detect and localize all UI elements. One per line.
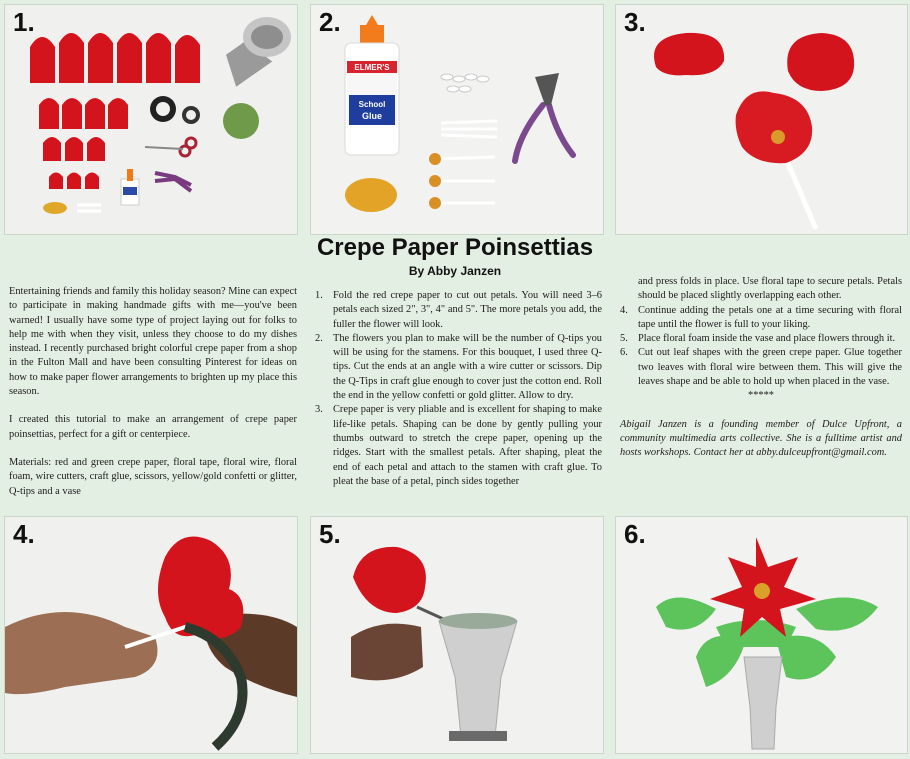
step-4-photo [4,516,298,754]
step-6-photo [615,516,908,754]
glue-and-qtips-illustration [311,5,603,234]
step-number: 2. [319,7,341,37]
glue-brand-label: ELMER'S [354,63,390,72]
materials-paragraph: Materials: red and green crepe paper, floral tape, floral wire, floral foam, wire cutters, craft glue, scissors, yellow/gold confetti or glitter, Q-tips and a vase [9,456,297,497]
hand [351,624,423,681]
flower-center [754,583,770,599]
intro-paragraph-2: I created this tutorial to make an arrangement of crepe paper poinsettias, perfect for a gift or centerpiece. [9,414,297,440]
step-5-photo [310,516,604,754]
article-byline: By Abby Janzen [408,264,502,278]
instructions-list [315,289,602,489]
petals-illustration [616,5,907,234]
glue-line-1: School [358,100,386,109]
step-number: 5. [319,519,341,549]
foam-top [439,613,517,629]
step-number: 3. [624,7,646,37]
loose-petal [787,33,854,91]
instruction-step: 2. The flowers you plan to make will be the number of Q-tips you will be using for the stamens. For this bouquet, I used three Q-tips. Cut the ends at an angle with a wire cutter or scissors. Dip the Q-Tips in craft glue enough to cover just the cotton end. Roll the end in the yellow confetti or gold glitter. Allow to dry. [315,332,602,402]
step-number: 6. [624,519,646,549]
instruction-step: 6. Cut out leaf shapes with the green crepe paper. Glue together two leaves with floral wire between them. This will give the leaves shape and be able to hold up when placed in the vase. [620,347,902,388]
step-number: 1. [13,7,35,37]
separator-stars: ***** [748,390,774,402]
step-number: 4. [13,519,35,549]
instruction-step: 1. Fold the red crepe paper to cut out petals. You will need 3–6 petals each sized 2", 3", 4" and 5". The more petals you add, the fuller the flower will look. [315,290,602,330]
instructions-column [315,289,602,489]
step-2-photo [310,4,604,235]
vase-base [449,731,507,741]
instructions-list-continued [620,304,902,390]
continued-column [620,275,902,475]
step-1-photo [4,4,298,235]
confetti-pile [345,178,397,212]
author-bio: Abigail Janzen is a founding member of Dulce Upfront, a community multimedia arts collective. She is a fulltime artist and hosts workshops. Contact her at abby.dulceupfront@gmail.com. [620,418,902,459]
wrapping-illustration [5,517,297,753]
materials-illustration [5,5,297,234]
vase-placing-illustration [311,517,603,753]
instruction-step: 4. Continue adding the petals one at a time securing with floral tape until the flower is full to your liking. [620,304,902,330]
instruction-step: 3. Crepe paper is very pliable and is excellent for shaping to make life-like petals. Shaping can be done by gently pulling your thumbs outward to stretch the crepe paper, opening up the ridges. Start with the smallest petals. After shaping, pleat the end of each petal and attach to the stamen with craft glue. To pleat the base of a petal, pinch sides together [315,404,602,487]
glue-line-2: Glue [361,111,383,121]
step-3-continued: and press folds in place. Use floral tape to secure petals. Petals should be placed slightly overlapping each other. [638,276,902,302]
loose-petal [654,33,724,75]
finished-poinsettia-illustration [616,517,907,753]
instruction-step: 5. Place floral foam inside the vase and place flowers through it. [620,333,896,345]
article-title: Crepe Paper Poinsettias [316,234,594,261]
intro-paragraph-1: Entertaining friends and family this holiday season? Mine can expect to participate in making handmade gifts with me—you've been warned! I usually have some type of project laying out for folks to help me with when they visit, unless they choose to do my dishes instead. I recently purchased bright colorful crepe paper from a shop in the Fulton Mall and have been consulting Pinterest for ideas on how to make paper flower arrangements to brighten up my place this season. [9,286,297,398]
step-3-photo [615,4,908,235]
stamen [771,130,785,144]
intro-column [9,285,297,513]
